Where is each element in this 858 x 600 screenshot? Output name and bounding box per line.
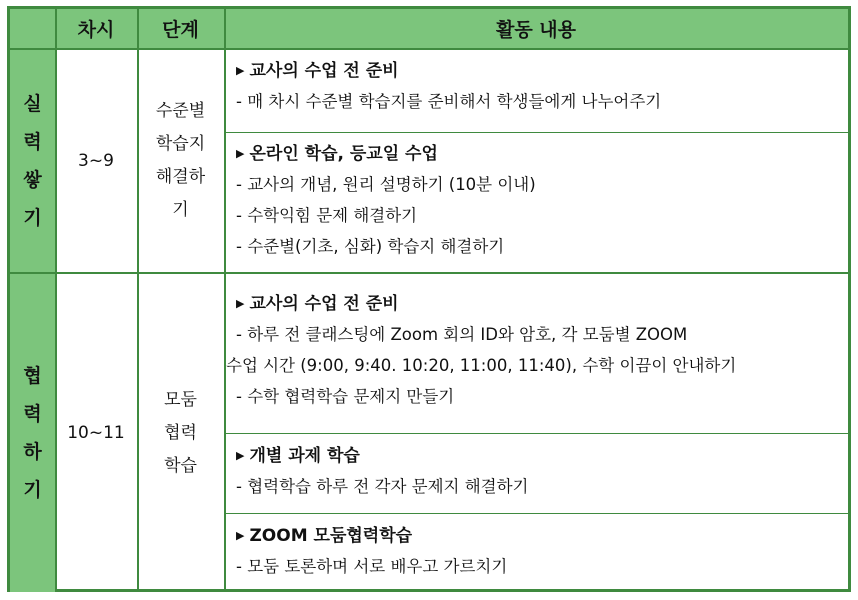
triangle-right-icon: ▶ [236, 147, 245, 160]
activity-block [224, 139, 848, 269]
activity-block [224, 441, 848, 513]
activity-line: - 수준별(기초, 심화) 학습지 해결하기 [236, 237, 505, 256]
side-label-char: 협 [23, 365, 42, 387]
divider [224, 433, 848, 434]
stage-text: 학습 [164, 455, 197, 476]
side-label-char: 하 [23, 441, 42, 463]
divider [224, 9, 226, 589]
stage-cell-1 [137, 50, 224, 272]
side-label-char: 력 [23, 131, 42, 153]
stage-text: 학습지 [155, 134, 206, 154]
activity-title: 교사의 수업 전 준비 [249, 61, 399, 81]
stage-text: 모둠 [164, 389, 197, 410]
header-stage: 단계 [137, 9, 224, 48]
side-label [23, 85, 41, 237]
activity-line: - 협력학습 하루 전 각자 문제지 해결하기 [236, 477, 529, 496]
activity-table [7, 6, 851, 592]
activity-block [224, 56, 848, 132]
header-corner [10, 9, 55, 48]
activity-title: 온라인 학습, 등교일 수업 [249, 144, 438, 164]
side-label-cell-1 [10, 50, 55, 272]
stage-text: 협력 [164, 422, 197, 443]
session-value: 10~11 [67, 423, 125, 443]
activity-block [224, 521, 848, 593]
triangle-right-icon: ▶ [236, 297, 245, 310]
divider [10, 48, 848, 50]
divider [10, 272, 848, 274]
triangle-right-icon: ▶ [236, 449, 245, 462]
activity-line: - 수학익힘 문제 해결하기 [236, 206, 418, 225]
divider [137, 9, 139, 589]
session-value: 3~9 [78, 151, 114, 171]
divider [55, 9, 57, 589]
side-label-char: 쌓 [23, 169, 42, 191]
side-label-char: 력 [23, 403, 42, 425]
activity-title: ZOOM 모둠협력학습 [249, 526, 413, 546]
side-label-char: 기 [23, 479, 42, 501]
side-label-cell-2 [10, 274, 55, 592]
stage-text: 기 [172, 200, 189, 220]
activity-line: - 모둠 토론하며 서로 배우고 가르치기 [236, 557, 508, 576]
activity-title: 교사의 수업 전 준비 [249, 294, 399, 314]
activity-block [224, 289, 848, 429]
divider [224, 132, 848, 133]
activity-line: - 하루 전 클래스팅에 Zoom 회의 ID와 암호, 각 모둠별 ZOOM [236, 325, 688, 344]
header-session: 차시 [55, 9, 137, 48]
header-activity: 활동 내용 [224, 9, 848, 48]
stage-cell-2 [137, 274, 224, 592]
activity-line: 수업 시간 (9:00, 9:40. 10:20, 11:00, 11:40), 수학 이끔이 안내하기 [226, 356, 737, 375]
stage-text: 수준별 [155, 101, 206, 121]
activity-line: - 수학 협력학습 문제지 만들기 [236, 387, 455, 406]
side-label [23, 357, 41, 509]
session-cell-2 [55, 274, 137, 592]
activity-line: - 매 차시 수준별 학습지를 준비해서 학생들에게 나누어주기 [236, 92, 662, 111]
side-label-char: 실 [23, 93, 42, 115]
triangle-right-icon: ▶ [236, 529, 245, 542]
activity-title: 개별 과제 학습 [249, 446, 360, 466]
divider [224, 513, 848, 514]
triangle-right-icon: ▶ [236, 64, 245, 77]
activity-line: - 교사의 개념, 원리 설명하기 (10분 이내) [236, 175, 536, 194]
side-label-char: 기 [23, 207, 42, 229]
stage-text: 해결하 [155, 167, 206, 187]
session-cell-1 [55, 50, 137, 272]
